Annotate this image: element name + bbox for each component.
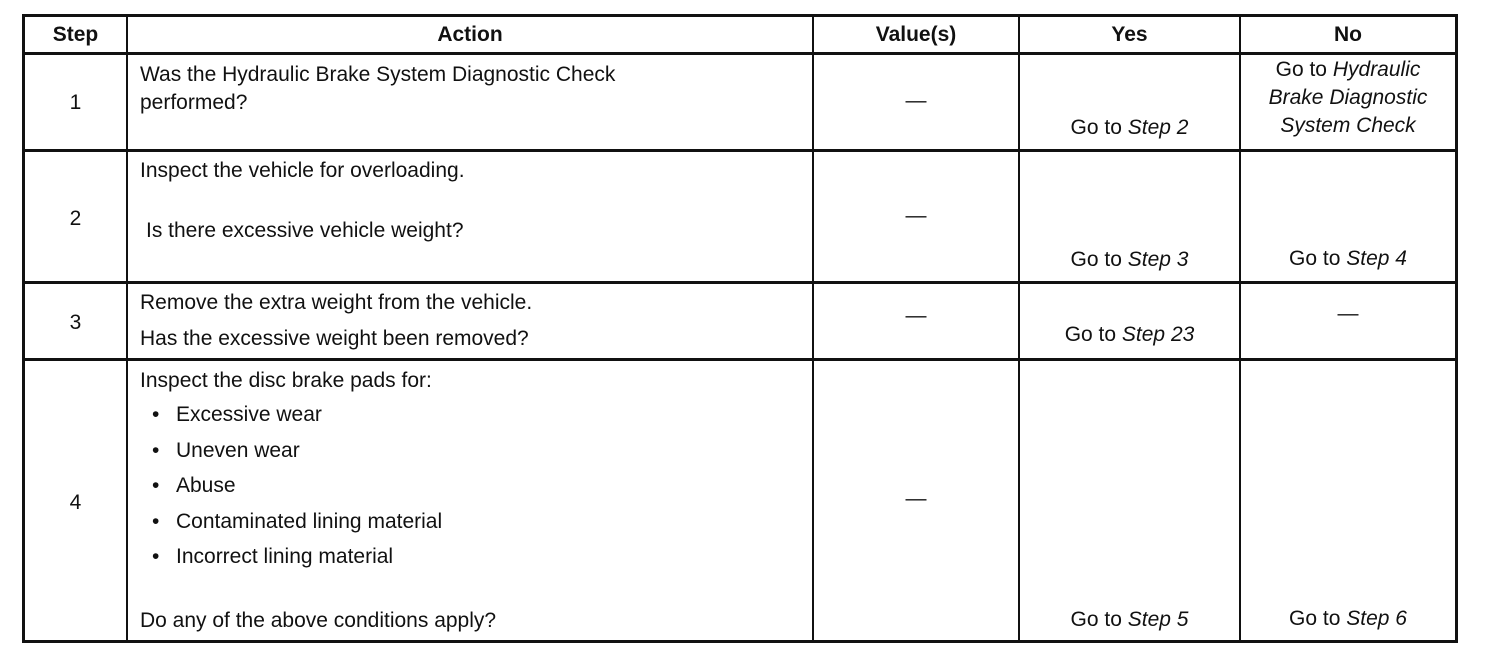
goto-target-link[interactable]: Step 5 [1127,608,1189,631]
list-item: • Contaminated lining material [152,508,442,544]
step-cell [25,55,128,149]
list-item: • Excessive wear [152,401,442,437]
step-number: 4 [69,491,82,514]
table-row [25,284,1455,361]
header-yes: Yes [1020,17,1241,52]
header-values: Value(s) [814,17,1020,52]
value-cell [814,152,1020,281]
list-item: • Abuse [152,472,442,508]
table-row [25,361,1455,640]
yes-cell [1020,361,1241,640]
step-number: 3 [69,311,82,334]
yes-cell [1020,152,1241,281]
action-line: Was the Hydraulic Brake System Diagnostic Check [140,63,616,86]
goto-target-link[interactable]: Hydraulic [1332,58,1421,81]
goto-prefix: Go to [1289,247,1341,270]
action-line: Inspect the disc brake pads for: [140,369,432,392]
goto-target-link[interactable]: Step 6 [1346,607,1407,630]
goto-prefix: Go to [1275,58,1327,81]
value-dash: — [905,204,927,227]
goto-target-link[interactable]: Step 3 [1127,248,1189,271]
action-cell [128,361,814,640]
yes-cell [1020,284,1241,358]
step-cell [25,284,128,358]
no-goto [1241,245,1455,273]
yes-cell [1020,55,1241,149]
goto-prefix: Go to [1289,607,1341,630]
no-goto [1241,605,1455,633]
action-cell [128,152,814,281]
goto-target-link[interactable]: Step 4 [1346,247,1407,270]
no-cell [1241,361,1455,640]
value-dash: — [905,304,927,327]
value-dash: — [905,487,927,510]
header-no: No [1334,23,1362,46]
no-goto-line [1245,56,1451,84]
value-cell [814,361,1020,640]
goto-target-link[interactable]: Step 2 [1127,116,1189,139]
action-line: performed? [140,91,248,114]
action-line: Do any of the above conditions apply? [140,609,497,632]
action-line: Inspect the vehicle for overloading. [140,159,465,182]
diagnostic-table [22,14,1458,643]
table-header-row [25,17,1455,55]
value-dash: — [905,89,927,112]
table-row [25,55,1455,152]
step-number: 2 [69,207,82,230]
yes-goto [1020,321,1239,349]
action-cell [128,284,814,358]
goto-target-link[interactable]: Step 23 [1121,323,1195,346]
action-line: Has the excessive weight been removed? [140,327,529,350]
no-goto-line [1245,84,1451,112]
list-item: • Incorrect lining material [152,543,442,579]
list-item: • Uneven wear [152,437,442,473]
action-cell [128,55,814,149]
yes-goto [1020,606,1239,634]
step-number: 1 [69,91,82,114]
goto-target-link[interactable]: Brake Diagnostic [1268,86,1428,109]
goto-prefix: Go to [1070,116,1122,139]
no-cell [1241,284,1455,358]
step-cell [25,152,128,281]
table-row [25,152,1455,284]
no-goto [1245,56,1451,140]
action-line: Is there excessive vehicle weight? [146,219,464,242]
action-text [140,61,802,117]
goto-prefix: Go to [1064,323,1117,346]
step-cell [25,361,128,640]
value-cell [814,284,1020,358]
no-goto-line [1245,112,1451,140]
value-cell [814,55,1020,149]
no-dash: — [1337,302,1359,325]
condition-list [152,401,442,579]
no-cell [1241,152,1455,281]
header-action: Action [128,17,814,52]
yes-goto [1020,246,1239,274]
goto-target-link[interactable]: System Check [1280,114,1416,137]
yes-goto [1020,114,1239,142]
no-cell [1241,55,1455,149]
header-step: Step [25,17,128,52]
goto-prefix: Go to [1070,608,1122,631]
goto-prefix: Go to [1070,248,1122,271]
action-line: Remove the extra weight from the vehicle. [140,291,533,314]
